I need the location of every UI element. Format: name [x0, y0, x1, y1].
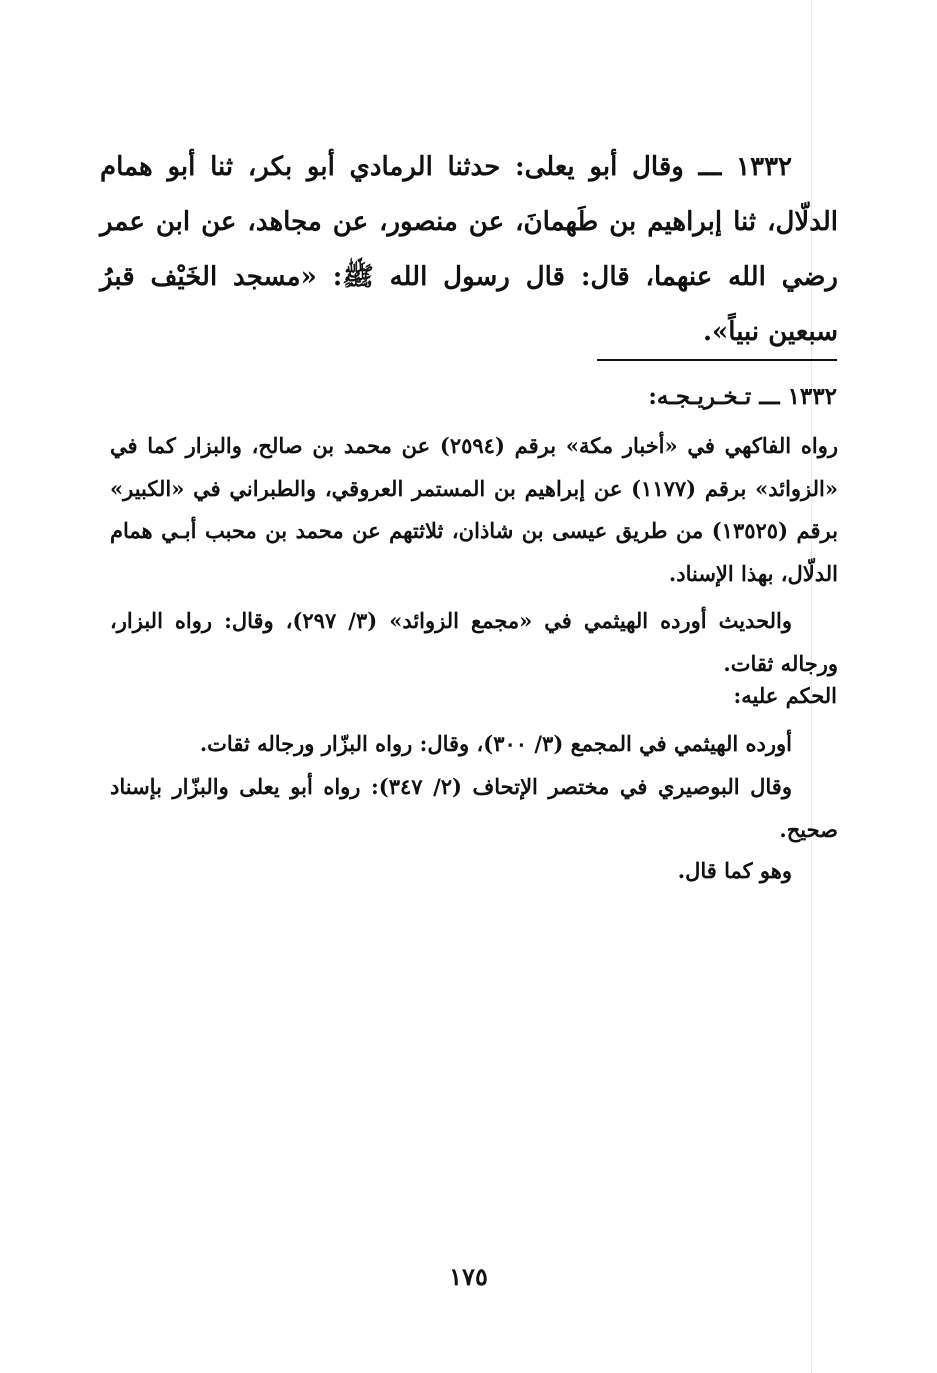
hukm-heading: الحكم عليه: — [733, 683, 837, 708]
page-number: ١٧٥ — [449, 1262, 488, 1291]
takhrij-paragraph-2 — [110, 600, 838, 685]
hukm-paragraph-3 — [110, 850, 838, 893]
hukm-paragraph-3-text: وهو كما قال. — [677, 858, 792, 883]
takhrij-paragraph-1 — [110, 425, 838, 595]
hukm-paragraph-2 — [110, 766, 838, 851]
hadith-text-block — [100, 140, 838, 360]
hukm-paragraph-1-text: أورده الهيثمي في المجمع (٣/ ٣٠٠)، وقال: رواه البزّار ورجاله ثقات. — [199, 731, 792, 756]
hukm-paragraph-1 — [110, 723, 838, 766]
hukm-paragraph-2-text: وقال البوصيري في مختصر الإتحاف (٢/ ٣٤٧): رواه أبو يعلى والبزّار بإسناد صحيح. — [110, 774, 838, 842]
takhrij-heading: ١٣٣٢ ـــ تـخـريـجـه: — [648, 383, 837, 410]
footnote-separator-rule — [597, 359, 837, 361]
takhrij-paragraph-1-text: رواه الفاكهي في «أخبار مكة» برقم (٢٥٩٤) عن محمد بن صالح، والبزار كما في «الزوائد» برقم (١١٧٧) عن إبراهيم بن المستمر العروقي، والطبراني في «الكبير» برقم (١٣٥٢٥) من طريق عيسى بن شاذان، ثلاثتهم عن محمد بن محبب أبـي همام الدلّال، بهذا الإسناد. — [110, 433, 838, 586]
takhrij-paragraph-2-text: والحديث أورده الهيثمي في «مجمع الزوائد» (٣/ ٢٩٧)، وقال: رواه البزار، ورجاله ثقات. — [110, 608, 838, 676]
hadith-text: ١٣٣٢ ـــ وقال أبو يعلى: حدثنا الرمادي أبو بكر، ثنا أبو همام الدلّال، ثنا إبراهيم بن طَهمانَ، عن منصور، عن مجاهد، عن ابن عمر رضي الله عنهما، قال: قال رسول الله ﷺ: «مسجد الخَيْف قبرُ سبعين نبياً». — [100, 152, 838, 347]
